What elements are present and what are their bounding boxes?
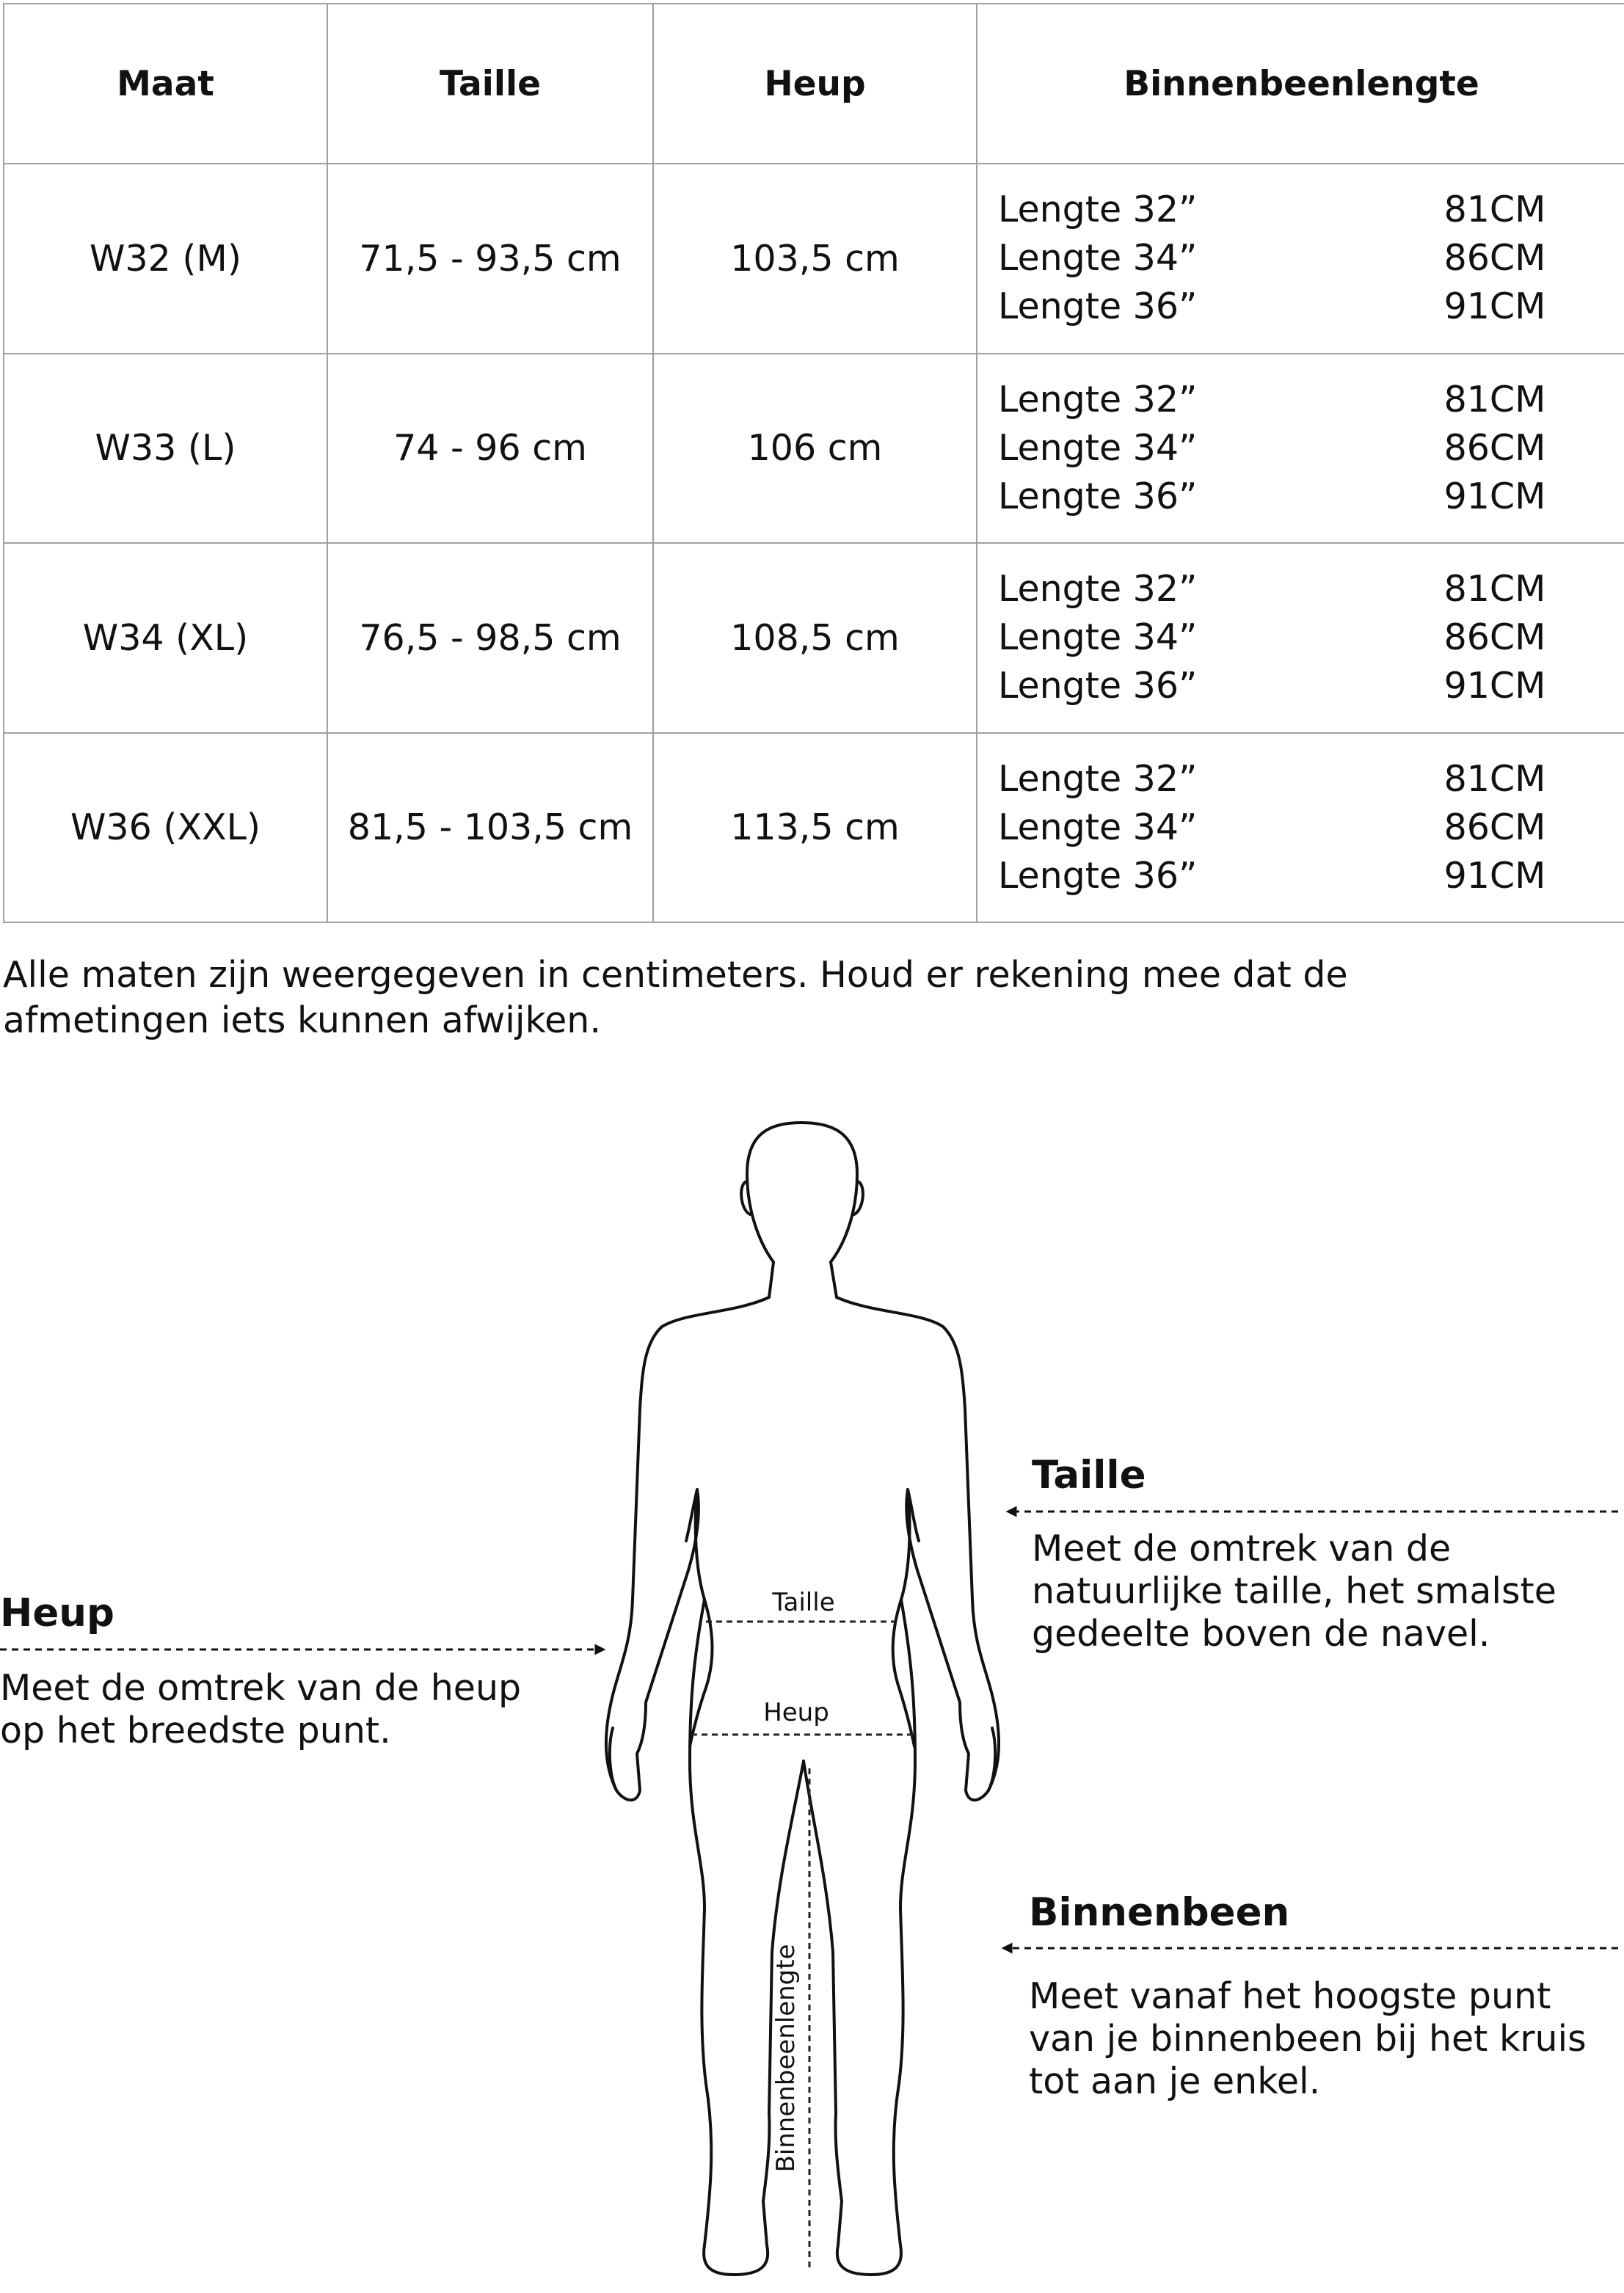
callout-title-hip: Heup <box>0 1591 114 1636</box>
header-size: Maat <box>4 4 327 164</box>
length-label: Lengte 32” <box>998 378 1198 420</box>
callout-line: Meet de omtrek van de <box>1032 1528 1452 1570</box>
length-value: 91CM <box>1443 665 1546 707</box>
cell-waist: 71,5 - 93,5 cm <box>327 164 653 354</box>
length-label: Lengte 36” <box>998 285 1198 328</box>
header-waist: Taille <box>327 4 653 164</box>
callout-line: gedeelte boven de navel. <box>1032 1613 1490 1655</box>
length-value: 81CM <box>1443 757 1546 800</box>
cell-waist: 74 - 96 cm <box>327 354 653 544</box>
length-value: 81CM <box>1443 378 1546 420</box>
header-inseam: Binnenbeenlengte <box>977 4 1624 164</box>
length-label: Lengte 32” <box>998 568 1198 610</box>
note-line: Alle maten zijn weergegeven in centimeters. Houd er rekening mee dat de <box>3 954 1348 996</box>
length-value: 91CM <box>1443 475 1546 517</box>
callout-line: natuurlijke taille, het smalste <box>1032 1570 1556 1612</box>
cell-waist: 81,5 - 103,5 cm <box>327 733 653 923</box>
length-value: 86CM <box>1443 616 1546 659</box>
length-value: 86CM <box>1443 237 1546 280</box>
cell-size: W32 (M) <box>4 164 327 354</box>
cell-size: W33 (L) <box>4 354 327 544</box>
cell-hip: 108,5 cm <box>653 543 977 733</box>
callout-line: op het breedste punt. <box>0 1710 391 1751</box>
length-value: 91CM <box>1443 285 1546 328</box>
cell-hip: 103,5 cm <box>653 164 977 354</box>
callout-line: Meet de omtrek van de heup <box>0 1667 522 1709</box>
callout-text-inseam <box>1029 1975 1587 2103</box>
body-label-inseam: Binnenbeenlengte <box>771 1944 801 2173</box>
note-line: afmetingen iets kunnen afwijken. <box>3 999 601 1041</box>
length-value: 86CM <box>1443 426 1546 469</box>
header-hip: Heup <box>653 4 977 164</box>
length-label: Lengte 34” <box>998 426 1198 469</box>
cell-hip: 113,5 cm <box>653 733 977 923</box>
callout-text-waist <box>1032 1528 1556 1655</box>
length-value: 91CM <box>1443 854 1546 897</box>
length-label: Lengte 34” <box>998 616 1198 659</box>
length-label: Lengte 34” <box>998 237 1198 280</box>
cell-hip: 106 cm <box>653 354 977 544</box>
body-label-waist: Taille <box>772 1588 835 1617</box>
length-value: 81CM <box>1443 189 1546 231</box>
length-label: Lengte 34” <box>998 806 1198 848</box>
length-label: Lengte 36” <box>998 665 1198 707</box>
callout-text-hip <box>0 1667 521 1752</box>
length-label: Lengte 36” <box>998 475 1198 517</box>
callout-line: tot aan je enkel. <box>1029 2060 1321 2102</box>
cell-size: W36 (XXL) <box>4 733 327 923</box>
length-label: Lengte 32” <box>998 757 1198 800</box>
callout-title-waist: Taille <box>1032 1453 1146 1498</box>
length-label: Lengte 36” <box>998 854 1198 897</box>
cell-size: W34 (XL) <box>4 543 327 733</box>
body-label-hip: Heup <box>763 1698 829 1727</box>
callout-title-inseam: Binnenbeen <box>1029 1890 1290 1935</box>
callout-line: Meet vanaf het hoogste punt <box>1029 1975 1551 2017</box>
length-label: Lengte 32” <box>998 189 1198 231</box>
callout-line: van je binnenbeen bij het kruis <box>1029 2018 1587 2060</box>
cell-waist: 76,5 - 98,5 cm <box>327 543 653 733</box>
length-value: 81CM <box>1443 568 1546 610</box>
length-value: 86CM <box>1443 806 1546 848</box>
